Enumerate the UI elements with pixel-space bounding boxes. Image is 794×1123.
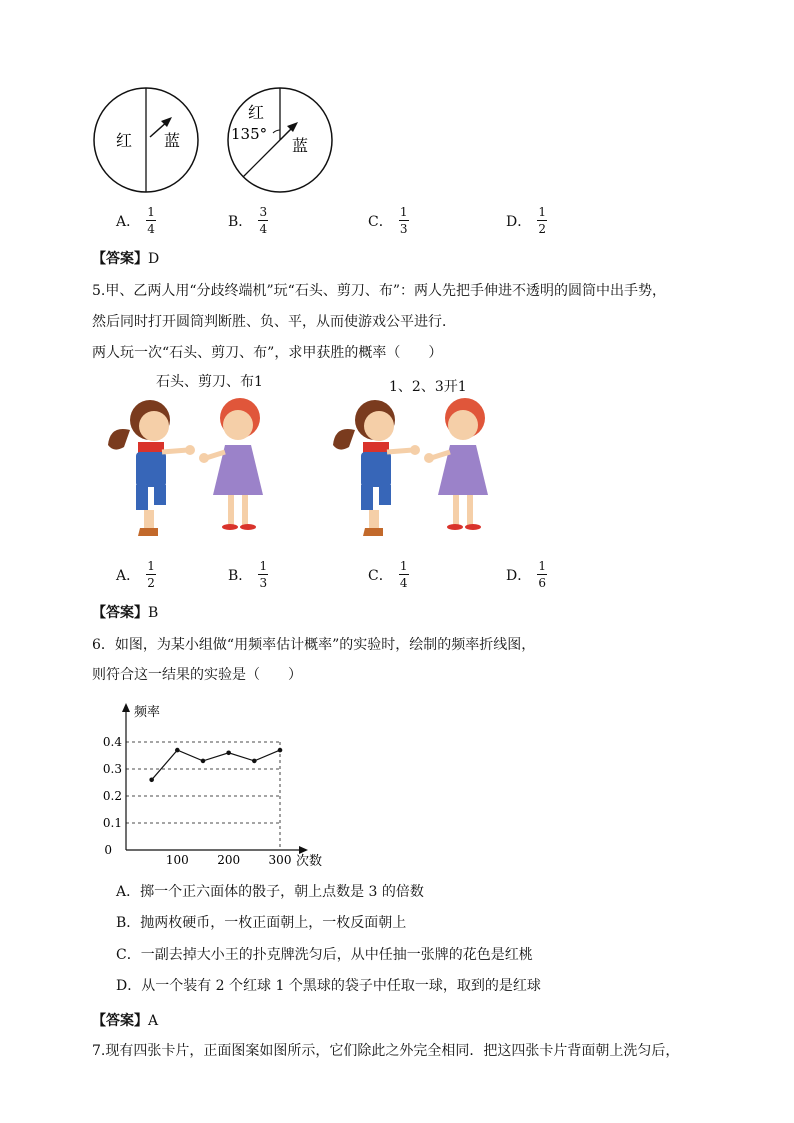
girl-in-overalls-icon — [108, 400, 195, 536]
girl-in-overalls-icon — [333, 400, 420, 536]
q4-option-c[interactable]: C． $\frac{1}{3}$ — [368, 205, 408, 236]
q5-caption-right: 1、2、3开1 — [389, 379, 467, 395]
y-tick-label: 0.2 — [102, 789, 122, 803]
data-point — [149, 778, 154, 783]
q6-answer: 【答案】A — [92, 1013, 159, 1029]
data-point — [226, 751, 231, 756]
spinner-red-blue-half — [88, 85, 204, 195]
q6-option-b[interactable]: B．抛两枚硬币，一枚正面朝上，一枚反面朝上 — [116, 915, 407, 931]
girl-in-purple-dress-icon — [424, 398, 488, 530]
data-point — [252, 759, 257, 764]
fraction: $\frac{3}{4}$ — [259, 205, 268, 236]
fraction: $\frac{1}{3}$ — [259, 559, 268, 590]
data-point — [278, 748, 283, 753]
q5-answer: 【答案】B — [92, 605, 159, 621]
fraction: $\frac{1}{4}$ — [147, 205, 155, 236]
spinner2-right-label: 蓝 — [292, 136, 309, 155]
rock-paper-scissors-illustration — [100, 390, 520, 550]
y-axis-label: 频率 — [134, 705, 161, 720]
q5-text-line3: 两人玩一次“石头、剪刀、布”，求甲获胜的概率（ ） — [92, 345, 443, 361]
spinner2-angle-label: 135° — [231, 125, 268, 143]
frequency-line-chart — [100, 700, 340, 870]
q6-text-line2: 则符合这一结果的实验是（ ） — [92, 667, 302, 683]
q5-caption-left: 石头、剪刀、布1 — [156, 374, 263, 390]
series-line — [152, 750, 280, 780]
x-tick-label: 100 — [165, 853, 189, 867]
fraction: $\frac{1}{3}$ — [399, 205, 408, 236]
q6-option-a[interactable]: A．掷一个正六面体的骰子，朝上点数是 3 的倍数 — [116, 884, 424, 900]
q5-option-a[interactable]: A． $\frac{1}{2}$ — [116, 559, 155, 590]
spinner1-left-label: 红 — [116, 131, 133, 150]
q5-option-c[interactable]: C． $\frac{1}{4}$ — [368, 559, 408, 590]
q5-option-b[interactable]: B． $\frac{1}{3}$ — [228, 559, 268, 590]
q4-option-b[interactable]: B． $\frac{3}{4}$ — [228, 205, 268, 236]
q6-text-line1: 6．如图，为某小组做“用频率估计概率”的实验时，绘制的频率折线图， — [92, 637, 536, 653]
y-tick-label: 0.4 — [102, 735, 122, 749]
x-tick-label: 300 — [268, 853, 292, 867]
spinner-red-blue-135 — [222, 85, 338, 195]
q5-option-d[interactable]: D． $\frac{1}{6}$ — [506, 559, 547, 590]
q7-text-line1: 7.现有四张卡片，正面图案如图所示，它们除此之外完全相同．把这四张卡片背面朝上洗匀后， — [92, 1043, 680, 1059]
data-point — [201, 759, 206, 764]
q6-option-d[interactable]: D．从一个装有 2 个红球 1 个黑球的袋子中任取一球，取到的是红球 — [116, 978, 541, 994]
q6-option-c[interactable]: C．一副去掉大小王的扑克牌洗匀后，从中任抽一张牌的花色是红桃 — [116, 947, 533, 963]
q5-text-line1: 5.甲、乙两人用“分歧终端机”玩“石头、剪刀、布”：两人先把手伸进不透明的圆筒中出手势， — [92, 283, 666, 299]
fraction: $\frac{1}{2}$ — [147, 559, 155, 590]
q4-option-a[interactable]: A． $\frac{1}{4}$ — [116, 205, 155, 236]
spinner1-right-label: 蓝 — [164, 131, 181, 150]
data-point — [175, 748, 180, 753]
y-tick-label: 0.1 — [102, 816, 122, 830]
girl-in-purple-dress-icon — [199, 398, 263, 530]
x-tick-label: 200 — [217, 853, 241, 867]
fraction: $\frac{1}{2}$ — [538, 205, 547, 236]
q5-text-line2: 然后同时打开圆筒判断胜、负、平，从而使游戏公平进行． — [92, 314, 456, 330]
spinner2-top-label: 红 — [248, 103, 265, 122]
x-axis-label: 次数 — [296, 854, 323, 869]
q4-answer: 【答案】D — [92, 251, 160, 267]
fraction: $\frac{1}{4}$ — [399, 559, 408, 590]
q4-option-d[interactable]: D． $\frac{1}{2}$ — [506, 205, 547, 236]
y-tick-label: 0 — [104, 843, 112, 857]
fraction: $\frac{1}{6}$ — [538, 559, 547, 590]
y-tick-label: 0.3 — [102, 762, 122, 776]
